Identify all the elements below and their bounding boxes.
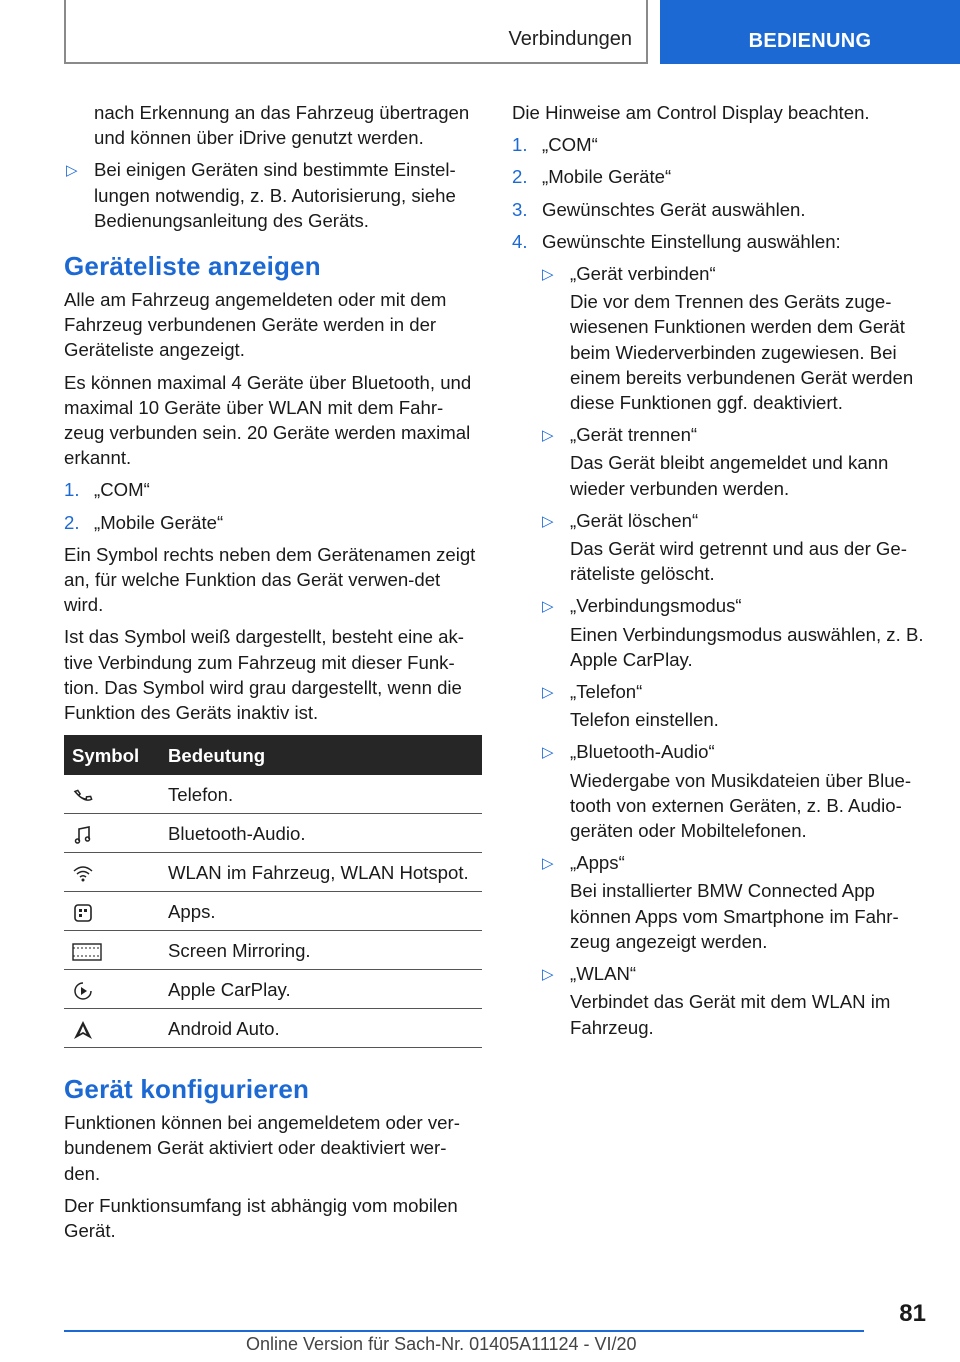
triangle-bullet-icon: ▷ — [542, 512, 554, 530]
paragraph: Funktionen können bei angemeldetem oder ver-bundenem Gerät aktiviert oder deaktiviert wer-den. — [64, 1112, 460, 1184]
triangle-bullet-icon: ▷ — [542, 966, 554, 984]
option-item — [512, 679, 932, 704]
paragraph: Die Hinweise am Control Display beachten. — [512, 102, 870, 123]
chapter-tab[interactable]: BEDIENUNG — [660, 0, 960, 64]
right-column — [512, 100, 932, 1047]
table-row — [64, 931, 482, 970]
column-header-meaning: Bedeutung — [160, 735, 482, 775]
paragraph: Ein Symbol rechts neben dem Gerätenamen zeigt an, für welche Funktion das Gerät verwen-det wird. — [64, 543, 476, 616]
step-number: 3. — [512, 198, 528, 220]
triangle-bullet-icon: ▷ — [66, 162, 78, 180]
footer-divider — [64, 1330, 864, 1332]
option-description: Das Gerät wird getrennt und aus der Ge-räteliste gelöscht. — [570, 538, 907, 585]
table-row — [64, 853, 482, 892]
carplay-icon — [72, 980, 94, 1002]
step-number: 2. — [64, 511, 80, 533]
triangle-bullet-icon: ▷ — [542, 744, 554, 762]
table-cell-meaning: WLAN im Fahrzeug, WLAN Hotspot. — [160, 853, 482, 892]
bullet-text: Bei einigen Geräten sind bestimmte Einstel-lungen notwendig, z. B. Autorisierung, siehe Bedienungsanleitung des Geräts. — [94, 159, 456, 231]
table-cell-meaning: Android Auto. — [160, 1009, 482, 1048]
step-text: „COM“ — [542, 134, 598, 156]
header-section-box — [64, 0, 648, 64]
triangle-bullet-icon: ▷ — [542, 266, 554, 284]
option-item — [512, 739, 932, 764]
option-description: Bei installierter BMW Connected App können Apps vom Smartphone im Fahr-zeug angezeigt werden. — [570, 880, 899, 952]
option-label: „Gerät löschen“ — [570, 509, 699, 531]
option-item — [512, 961, 932, 986]
triangle-bullet-icon: ▷ — [542, 427, 554, 445]
option-item — [512, 422, 932, 447]
table-row — [64, 1009, 482, 1048]
step-item — [512, 197, 932, 222]
step-text: Gewünschtes Gerät auswählen. — [542, 198, 806, 220]
triangle-bullet-icon: ▷ — [542, 684, 554, 702]
step-item — [64, 510, 482, 535]
triangle-bullet-icon: ▷ — [542, 598, 554, 616]
music-note-icon — [72, 824, 94, 846]
step-text: „COM“ — [94, 479, 150, 501]
step-item — [512, 229, 932, 254]
option-description: Das Gerät bleibt angemeldet und kann wieder verbunden werden. — [570, 452, 889, 499]
table-row — [64, 775, 482, 814]
paragraph: Es können maximal 4 Geräte über Bluetooth, und maximal 10 Geräte über WLAN mit dem Fahr-zeug verbunden sein. 20 Geräte werden maximal erkannt. — [64, 371, 472, 469]
symbol-table — [64, 735, 482, 1048]
table-cell-meaning: Screen Mirroring. — [160, 931, 482, 970]
step-item — [64, 477, 482, 502]
option-description: Die vor dem Trennen des Geräts zuge-wiesenen Funktionen werden dem Gerät beim Wiederverbinden zugewiesen. Bei einem bereits verbundenen Gerät werden diese Funktionen ggf. deaktiviert. — [570, 291, 914, 414]
table-header-row — [64, 735, 482, 775]
step-number: 2. — [512, 166, 528, 188]
section-title: Verbindungen — [508, 28, 632, 50]
option-description: Wiedergabe von Musikdateien über Blue-tooth von externen Geräten, z. B. Audio-geräten oder Mobiltelefonen. — [570, 769, 912, 842]
option-item — [512, 508, 932, 533]
option-label: „Gerät verbinden“ — [570, 263, 716, 285]
option-item — [512, 593, 932, 618]
bullet-item — [64, 157, 482, 233]
wifi-icon — [72, 863, 94, 885]
option-description: Einen Verbindungsmodus auswählen, z. B. Apple CarPlay. — [570, 623, 924, 670]
step-number: 1. — [64, 479, 80, 501]
table-cell-meaning: Bluetooth-Audio. — [160, 814, 482, 853]
phone-icon — [72, 785, 94, 807]
heading-geraeteliste: Geräteliste anzeigen — [64, 251, 321, 282]
left-column — [64, 100, 482, 1250]
android-auto-icon — [72, 1019, 94, 1041]
step-item — [512, 132, 932, 157]
heading-geraet-konfigurieren: Gerät konfigurieren — [64, 1074, 310, 1105]
triangle-bullet-icon: ▷ — [542, 855, 554, 873]
step-number: 1. — [512, 134, 528, 156]
option-label: „Telefon“ — [570, 681, 643, 703]
step-text: Gewünschte Einstellung auswählen: — [542, 230, 841, 252]
option-label: „Apps“ — [570, 852, 625, 874]
table-row — [64, 970, 482, 1009]
footer-online-version: Online Version für Sach-Nr. 01405A11124 - VI/20 — [246, 1334, 637, 1354]
table-row — [64, 814, 482, 853]
option-label: „WLAN“ — [570, 963, 637, 985]
paragraph: Der Funktionsumfang ist abhängig vom mobilen Gerät. — [64, 1194, 458, 1242]
table-row — [64, 892, 482, 931]
column-header-symbol: Symbol — [64, 735, 160, 775]
intro-text: nach Erkennung an das Fahrzeug übertragen und können über iDrive genutzt werden. — [94, 102, 470, 149]
option-label: „Bluetooth-Audio“ — [570, 741, 715, 763]
paragraph: Ist das Symbol weiß dargestellt, besteht eine ak-tive Verbindung zum Fahrzeug mit dieser Funk-tion. Das Symbol wird grau dargestellt, wenn die Funktion des Geräts inaktiv ist. — [64, 626, 464, 724]
step-text: „Mobile Geräte“ — [542, 166, 672, 188]
table-cell-meaning: Apple CarPlay. — [160, 970, 482, 1009]
table-cell-meaning: Telefon. — [160, 775, 482, 814]
option-label: „Verbindungsmodus“ — [570, 595, 742, 617]
page-number: 81 — [899, 1300, 926, 1327]
step-text: „Mobile Geräte“ — [94, 511, 224, 533]
option-item — [512, 261, 932, 286]
step-number: 4. — [512, 230, 528, 252]
option-description: Verbindet das Gerät mit dem WLAN im Fahrzeug. — [570, 991, 891, 1038]
paragraph: Alle am Fahrzeug angemeldeten oder mit dem Fahrzeug verbundenen Geräte werden in der Geräteliste angezeigt. — [64, 289, 447, 361]
step-item — [512, 164, 932, 189]
option-item — [512, 850, 932, 875]
table-cell-meaning: Apps. — [160, 892, 482, 931]
screen-mirroring-icon — [72, 941, 102, 963]
option-label: „Gerät trennen“ — [570, 424, 698, 446]
apps-icon — [72, 902, 94, 924]
option-description: Telefon einstellen. — [570, 709, 719, 731]
